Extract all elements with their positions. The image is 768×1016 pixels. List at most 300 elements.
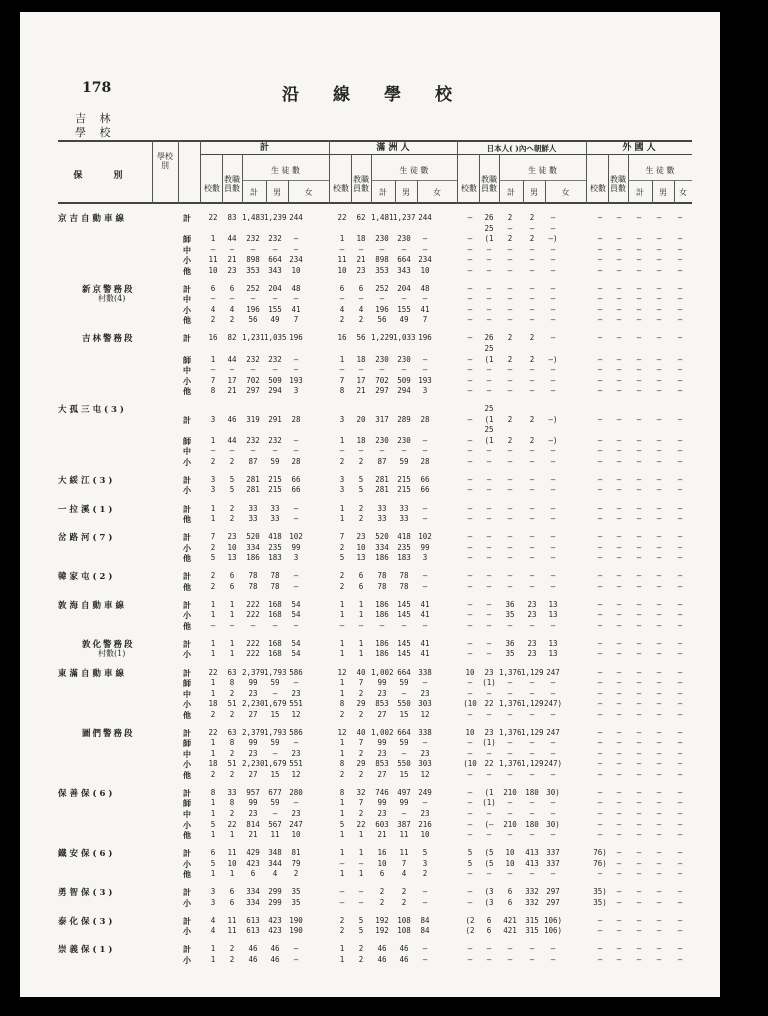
table-cell: —	[550, 748, 556, 758]
table-cell: —	[529, 869, 535, 879]
table-cell: 106)	[543, 926, 563, 936]
table-cell: —	[636, 435, 642, 445]
table-cell: 6	[210, 848, 216, 858]
table-cell: —	[677, 333, 683, 343]
table-cell: —	[597, 365, 603, 375]
table-cell: 1	[210, 944, 216, 954]
table-cell: —	[616, 571, 622, 581]
table-cell: 497	[397, 787, 411, 797]
table-cell: 230	[375, 435, 389, 445]
table-cell: 2	[358, 709, 364, 719]
row-group-sublabel: 村數(1)	[98, 648, 126, 658]
table-cell: —	[677, 819, 683, 829]
table-cell: —	[656, 375, 662, 385]
table-cell: —	[656, 571, 662, 581]
table-cell: 1	[210, 738, 216, 748]
table-cell: 102	[289, 532, 303, 542]
table-cell: 33	[248, 503, 258, 513]
table-cell: 1	[229, 869, 235, 879]
table-cell: 1	[339, 738, 345, 748]
table-cell: —	[656, 485, 662, 495]
table-cell: —	[529, 798, 535, 808]
table-cell: 3	[339, 414, 345, 424]
school-type-label: 他	[183, 265, 191, 276]
table-cell: 10	[208, 265, 218, 275]
table-cell: —	[550, 474, 556, 484]
table-cell: —	[616, 581, 622, 591]
table-cell: 21	[227, 255, 237, 265]
table-cell: —	[636, 599, 642, 609]
table-cell: 1,237	[393, 213, 416, 222]
table-cell: —	[616, 727, 622, 737]
table-cell: —	[529, 553, 535, 563]
row-group-label: 勇智保(3)	[58, 888, 116, 899]
school-type-label: 小	[183, 926, 191, 937]
table-cell: —	[467, 485, 473, 495]
table-cell: —	[597, 354, 603, 364]
table-cell: 509	[397, 375, 411, 385]
table-cell: —	[597, 678, 603, 688]
table-cell: 3	[422, 553, 428, 563]
table-cell: —	[467, 514, 473, 524]
table-cell: —	[616, 294, 622, 304]
table-cell: 1	[210, 610, 216, 620]
table-cell: —	[486, 769, 492, 779]
table-cell: —	[656, 456, 662, 466]
table-cell: —	[550, 333, 556, 343]
table-cell: 1	[210, 830, 216, 840]
table-cell: 664	[397, 727, 411, 737]
table-cell: 1,679	[264, 759, 287, 769]
table-cell: 12	[337, 667, 347, 677]
table-cell: —	[616, 926, 622, 936]
table-cell: 196	[246, 304, 260, 314]
table-cell: 82	[227, 333, 237, 343]
table-cell: 11	[227, 848, 237, 858]
table-cell: 23	[527, 649, 537, 659]
table-cell: 22	[227, 819, 237, 829]
school-type-label: 計	[183, 503, 191, 514]
table-cell: (1	[484, 354, 494, 364]
table-cell: (3	[484, 887, 494, 897]
table-cell: 344	[268, 858, 282, 868]
table-cell: —	[677, 365, 683, 375]
table-cell: 192	[375, 915, 389, 925]
table-cell: 15	[399, 709, 409, 719]
table-cell: 3	[210, 474, 216, 484]
table-cell: 8	[210, 787, 216, 797]
table-cell: 1	[210, 688, 216, 698]
table-cell: 235	[268, 542, 282, 552]
school-type-label: 小	[183, 610, 191, 621]
table-cell: —	[422, 234, 428, 244]
table-cell: —	[636, 926, 642, 936]
school-type-label: 師	[183, 435, 191, 446]
table-cell: —	[677, 446, 683, 456]
table-cell: —	[401, 294, 407, 304]
table-cell: 46	[377, 944, 387, 954]
table-cell: 2	[339, 709, 345, 719]
table-cell: —	[379, 365, 385, 375]
table-cell: 1	[339, 354, 345, 364]
table-cell: —	[597, 830, 603, 840]
table-cell: —	[616, 819, 622, 829]
table-cell: 16	[337, 333, 347, 343]
table-cell: —	[597, 265, 603, 275]
school-type-header: 學校別	[157, 152, 173, 170]
table-cell: 1	[339, 688, 345, 698]
table-cell: 2	[529, 213, 535, 222]
table-cell: —	[656, 333, 662, 343]
table-cell: —	[616, 748, 622, 758]
table-cell: —	[616, 897, 622, 907]
table-cell: 1,793	[264, 667, 287, 677]
school-type-label: 他	[183, 869, 191, 880]
table-cell: 84	[420, 926, 430, 936]
table-cell: —	[529, 581, 535, 591]
table-cell: 215	[268, 485, 282, 495]
table-cell: 11	[399, 830, 409, 840]
table-cell: —	[597, 542, 603, 552]
table-cell: 8	[339, 787, 345, 797]
table-cell: 613	[246, 915, 260, 925]
table-cell: —	[550, 532, 556, 542]
table-cell: 550	[397, 699, 411, 709]
table-cell: 2	[339, 581, 345, 591]
header-group-rule	[200, 154, 692, 155]
table-cell: —	[529, 809, 535, 818]
table-cell: 41	[291, 304, 301, 314]
table-cell: —	[616, 213, 622, 222]
table-cell: 83	[227, 213, 237, 222]
table-cell: 567	[268, 819, 282, 829]
table-cell: 46	[399, 954, 409, 964]
school-type-label: 他	[183, 514, 191, 525]
table-cell: —	[422, 446, 428, 456]
table-cell: 8	[339, 386, 345, 396]
table-cell: —	[656, 386, 662, 396]
table-cell: 16	[208, 333, 218, 343]
table-cell: 281	[246, 474, 260, 484]
table-cell: 550	[397, 759, 411, 769]
table-cell: 2	[529, 354, 535, 364]
table-cell: 25	[484, 223, 494, 233]
table-cell: 2	[339, 315, 345, 325]
table-cell: —	[379, 294, 385, 304]
table-cell: 303	[418, 759, 432, 769]
table-cell: 2	[507, 213, 513, 222]
table-cell: 12	[291, 709, 301, 719]
school-type-label: 小	[183, 699, 191, 710]
table-cell: —	[293, 503, 299, 513]
table-cell: 1,679	[264, 699, 287, 709]
table-cell: 338	[418, 667, 432, 677]
table-cell: —	[636, 678, 642, 688]
table-cell: —	[597, 699, 603, 709]
table-cell: 28	[420, 456, 430, 466]
table-cell: —	[550, 709, 556, 719]
table-cell: 66	[420, 485, 430, 495]
table-cell: —	[636, 542, 642, 552]
table-cell: —	[401, 809, 407, 818]
table-cell: —	[597, 514, 603, 524]
table-cell: 2,230	[242, 699, 265, 709]
table-cell: —	[486, 620, 492, 630]
table-cell: —	[529, 315, 535, 325]
table-cell: —	[616, 365, 622, 375]
table-cell: 23	[356, 532, 366, 542]
table-cell: —	[636, 869, 642, 879]
table-cell: —	[486, 638, 492, 648]
table-cell: 63	[227, 667, 237, 677]
table-cell: 337	[546, 858, 560, 868]
table-cell: —	[616, 738, 622, 748]
table-cell: —	[229, 446, 235, 456]
table-cell: —	[656, 887, 662, 897]
table-cell: 78	[270, 571, 280, 581]
table-cell: —	[293, 944, 299, 954]
table-cell: —	[358, 294, 364, 304]
table-cell: —	[636, 265, 642, 275]
table-cell: 244	[418, 213, 432, 222]
table-cell: 353	[375, 265, 389, 275]
table-cell: —	[272, 294, 278, 304]
table-cell: —	[529, 542, 535, 552]
table-cell: —	[656, 532, 662, 542]
table-cell: 7	[401, 858, 407, 868]
table-cell: 1	[339, 649, 345, 659]
table-cell: —	[529, 304, 535, 314]
table-cell: 25	[484, 425, 494, 435]
table-cell: 348	[268, 848, 282, 858]
table-cell: 1,002	[371, 727, 394, 737]
table-cell: 30)	[546, 787, 560, 797]
table-cell: —	[677, 234, 683, 244]
table-cell: 2	[210, 581, 216, 591]
table-cell: 1	[229, 610, 235, 620]
table-cell: —	[486, 954, 492, 964]
table-cell: 1	[339, 234, 345, 244]
table-cell: —	[656, 283, 662, 293]
table-cell: —	[529, 503, 535, 513]
table-cell: 6	[229, 897, 235, 907]
table-cell: —	[616, 304, 622, 314]
table-cell: 23	[420, 748, 430, 758]
table-cell: 186	[246, 553, 260, 563]
table-cell: (5	[484, 848, 494, 858]
table-cell: 66	[291, 485, 301, 495]
table-cell: 26	[484, 333, 494, 343]
table-cell: —	[529, 294, 535, 304]
table-cell: 8	[229, 798, 235, 808]
table-cell: —	[597, 234, 603, 244]
table-cell: 196	[418, 333, 432, 343]
school-type-label: 師	[183, 738, 191, 749]
table-cell: —	[507, 830, 513, 840]
table-cell: 33	[227, 787, 237, 797]
table-cell: 1	[210, 354, 216, 364]
table-cell: 5	[210, 553, 216, 563]
table-cell: 247)	[543, 699, 563, 709]
table-cell: —	[293, 738, 299, 748]
school-type-label: 小	[183, 375, 191, 386]
table-cell: (10	[463, 699, 477, 709]
row-group-label: 京吉自動車線	[58, 214, 128, 224]
table-cell: 1	[358, 638, 364, 648]
table-cell: 215	[397, 474, 411, 484]
table-cell: 46	[248, 954, 258, 964]
table-cell: —	[486, 532, 492, 542]
table-cell: 76)	[593, 858, 607, 868]
col-header-female: 女	[304, 188, 313, 197]
table-cell: 3	[210, 897, 216, 907]
table-cell: —	[656, 944, 662, 954]
table-cell: 8	[339, 699, 345, 709]
table-cell: 2	[229, 769, 235, 779]
table-cell: —	[616, 255, 622, 265]
table-cell: —	[616, 709, 622, 719]
table-cell: 204	[268, 283, 282, 293]
table-cell: 249	[418, 787, 432, 797]
table-cell: 8	[339, 759, 345, 769]
table-cell: 7	[358, 678, 364, 688]
table-cell: —	[616, 649, 622, 659]
table-cell: —	[597, 315, 603, 325]
table-cell: —	[656, 926, 662, 936]
school-type-label: 計	[183, 944, 191, 955]
table-cell: 3	[422, 386, 428, 396]
school-type-label: 計	[183, 915, 191, 926]
row-group-label: 一拉溪(1)	[58, 504, 116, 515]
table-cell: 7	[210, 532, 216, 542]
table-cell: 186	[375, 638, 389, 648]
table-cell: 3	[339, 485, 345, 495]
table-cell: —	[677, 532, 683, 542]
table-cell: 1	[339, 944, 345, 954]
school-type-label: 小	[183, 858, 191, 869]
table-cell: —	[550, 688, 556, 698]
table-cell: 1,231	[242, 333, 265, 343]
school-type-label: 小	[183, 897, 191, 908]
school-type-label: 小	[183, 456, 191, 467]
table-cell: 332	[525, 897, 539, 907]
table-cell: —	[616, 514, 622, 524]
school-type-label: 小	[183, 759, 191, 770]
table-cell: 230	[397, 435, 411, 445]
school-type-label: 他	[183, 315, 191, 326]
table-cell: 210	[503, 787, 517, 797]
table-cell: —	[677, 787, 683, 797]
school-type-label: 師	[183, 678, 191, 689]
table-cell: 5	[358, 926, 364, 936]
table-cell: 247	[289, 819, 303, 829]
school-type-label: 中	[183, 244, 191, 255]
table-cell: —	[636, 667, 642, 677]
table-cell: —	[507, 748, 513, 758]
table-cell: 59	[270, 798, 280, 808]
table-cell: 232	[246, 234, 260, 244]
table-cell: —	[467, 503, 473, 513]
table-cell: —	[656, 738, 662, 748]
table-cell: —	[636, 581, 642, 591]
table-cell: 25	[484, 343, 494, 353]
school-type-label: 他	[183, 830, 191, 841]
table-cell: 2	[507, 333, 513, 343]
table-cell: 186	[375, 610, 389, 620]
table-cell: 2	[339, 915, 345, 925]
table-cell: —	[677, 354, 683, 364]
table-cell: —	[529, 386, 535, 396]
table-cell: —	[486, 255, 492, 265]
table-cell: —	[486, 283, 492, 293]
table-cell: 1	[339, 748, 345, 758]
col-header-students: 生 徒 數	[527, 166, 558, 175]
table-cell: —	[507, 532, 513, 542]
table-cell: —	[677, 738, 683, 748]
table-cell: 18	[208, 699, 218, 709]
table-cell: —	[677, 283, 683, 293]
table-cell: 281	[375, 474, 389, 484]
table-cell: —	[616, 542, 622, 552]
table-cell: —	[616, 809, 622, 818]
table-cell: —)	[548, 414, 558, 424]
table-cell: —	[272, 365, 278, 375]
table-cell: 78	[270, 581, 280, 591]
table-cell: —	[656, 255, 662, 265]
table-cell: —	[550, 255, 556, 265]
table-cell: 7	[339, 532, 345, 542]
table-cell: —	[467, 553, 473, 563]
table-cell: 44	[227, 435, 237, 445]
table-cell: —	[636, 255, 642, 265]
table-cell: —	[677, 759, 683, 769]
table-cell: 1	[210, 869, 216, 879]
table-cell: 28	[420, 414, 430, 424]
table-cell: 99	[377, 798, 387, 808]
table-cell: —	[529, 223, 535, 233]
table-cell: 22	[208, 667, 218, 677]
table-cell: 294	[397, 386, 411, 396]
table-cell: —	[616, 887, 622, 897]
table-cell: 281	[375, 485, 389, 495]
table-cell: —	[229, 620, 235, 630]
table-cell: 2,230	[242, 759, 265, 769]
table-cell: —	[507, 375, 513, 385]
table-cell: 27	[248, 709, 258, 719]
table-cell: —	[507, 456, 513, 466]
table-cell: 957	[246, 787, 260, 797]
table-cell: —	[677, 255, 683, 265]
table-cell: 46	[270, 944, 280, 954]
table-cell: 413	[525, 858, 539, 868]
table-cell: —	[656, 542, 662, 552]
table-cell: 10	[465, 727, 475, 737]
table-cell: 23	[484, 667, 494, 677]
header-divider	[178, 140, 179, 204]
table-cell: 216	[418, 819, 432, 829]
table-cell: —	[467, 435, 473, 445]
table-cell: —	[550, 798, 556, 808]
table-cell: —	[550, 944, 556, 954]
table-cell: 99	[248, 678, 258, 688]
table-cell: —	[597, 532, 603, 542]
table-cell: —	[597, 485, 603, 495]
table-cell: 44	[227, 354, 237, 364]
table-cell: —	[597, 954, 603, 964]
table-cell: —	[422, 514, 428, 524]
table-cell: —	[597, 738, 603, 748]
table-cell: 23	[484, 727, 494, 737]
